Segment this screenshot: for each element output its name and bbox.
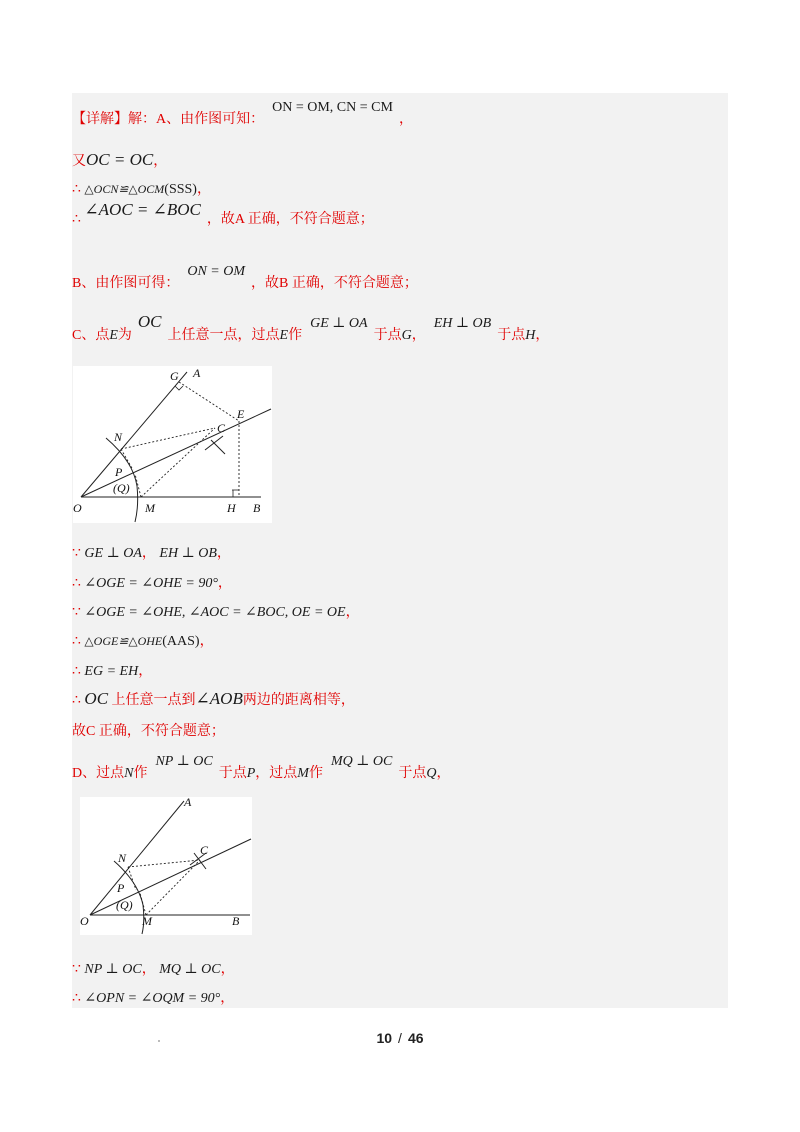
punct: ， — [196, 182, 211, 197]
punct: ， — [220, 962, 235, 977]
because-symbol: ∵ — [72, 546, 81, 561]
ray-oa — [81, 372, 187, 497]
label-q: (Q) — [116, 898, 133, 912]
math-conditions: ∠OGE = ∠OHE, ∠AOC = ∠BOC, OE = OE — [84, 605, 346, 620]
text: ，过点 — [255, 766, 298, 781]
ray-oc — [90, 839, 251, 915]
math-ge-perp-oa: GE ⊥ OA — [310, 316, 368, 331]
seg-nc — [128, 860, 200, 867]
figure-1 — [73, 366, 272, 523]
math-congruent-ocn-ocm: △OCN≌△OCM — [84, 182, 165, 196]
label-c: C — [200, 843, 209, 857]
label-e: E — [237, 407, 245, 421]
step-a-conclusion: ，故A 正确，不符合题意； — [206, 212, 374, 227]
ray-oa — [90, 801, 184, 915]
math-on-om: ON = OM — [187, 264, 246, 279]
detail-tag: 【详解】 — [72, 112, 128, 127]
solution-line-12 — [72, 689, 355, 709]
label-p: P — [115, 465, 123, 479]
solution-line-10 — [72, 630, 214, 650]
figure-2 — [80, 797, 252, 935]
seg-np — [128, 867, 136, 890]
math-mq-perp-oc: MQ ⊥ OC — [159, 962, 221, 977]
math-n: N — [124, 766, 134, 781]
math-eh-perp-ob: EH ⊥ OB — [159, 546, 217, 561]
math-oc-oc: OC = OC — [86, 150, 154, 169]
seg-mc — [146, 860, 200, 915]
math-m: M — [297, 766, 309, 781]
solution-line-11 — [72, 660, 152, 680]
math-q: Q — [426, 766, 437, 781]
punct: ， — [141, 546, 156, 561]
seg-ge — [179, 382, 239, 421]
solution-line-15 — [72, 958, 235, 978]
ray-oc — [81, 409, 271, 497]
solution-line-13 — [72, 720, 225, 740]
text: 两边的距离相等， — [242, 693, 355, 708]
math-ge-perp-oa: GE ⊥ OA — [84, 546, 142, 561]
label-m: M — [145, 501, 155, 515]
label-o: O — [73, 501, 82, 515]
math-eg-eh: EG = EH — [84, 664, 139, 679]
label-p: P — [117, 881, 125, 895]
label-n: N — [114, 430, 123, 444]
math-oc: OC — [84, 689, 109, 708]
math-sss: (SSS) — [164, 182, 197, 197]
page-separator: / — [398, 1030, 402, 1046]
text: 上任意一点，过点 — [167, 328, 280, 343]
punct: ， — [436, 766, 451, 781]
step-c-conclusion: 故C 正确，不符合题意； — [72, 724, 225, 739]
solution-line-5 — [72, 264, 418, 292]
because-symbol: ∵ — [72, 962, 81, 977]
therefore-symbol: ∴ — [72, 991, 81, 1006]
math-congruent-oge-ohe: △OGE≌△OHE — [84, 634, 163, 648]
solution-line-14 — [72, 754, 451, 782]
solution-line-2 — [72, 150, 167, 170]
text: C、点 — [72, 328, 110, 343]
math-g: G — [401, 328, 412, 343]
solution-line-9 — [72, 601, 360, 621]
seg-np — [121, 449, 133, 470]
page-number — [0, 1030, 800, 1046]
punct: ， — [217, 576, 232, 591]
math-p: P — [246, 766, 256, 781]
label-a: A — [193, 366, 201, 380]
math-e: E — [109, 328, 118, 343]
label-b: B — [253, 501, 261, 515]
math-aas: (AAS) — [162, 634, 200, 649]
text: 作 — [288, 328, 303, 343]
therefore-symbol: ∴ — [72, 664, 81, 679]
label-q: (Q) — [113, 481, 130, 495]
because-symbol: ∵ — [72, 605, 81, 620]
punct: ， — [411, 328, 426, 343]
math-angle-aob: ∠AOB — [195, 689, 243, 708]
label-b: B — [232, 914, 240, 928]
label-c: C — [217, 421, 226, 435]
math-e: E — [279, 328, 289, 343]
punct: ， — [153, 154, 168, 169]
text: 于点 — [497, 328, 526, 343]
therefore-symbol: ∴ — [72, 576, 81, 591]
step-b-text: B、由作图可得： — [72, 276, 180, 291]
text: 于点 — [398, 766, 427, 781]
label-h: H — [227, 501, 236, 515]
text: 于点 — [373, 328, 402, 343]
text: 作 — [133, 766, 148, 781]
solution-line-6 — [72, 312, 550, 344]
math-angle-right: ∠OGE = ∠OHE = 90° — [84, 576, 218, 591]
text: 上任意一点到 — [111, 693, 196, 708]
math-on-om-cn-cm: ON = OM, CN = CM — [272, 100, 393, 115]
solution-line-16 — [72, 987, 234, 1007]
therefore-symbol: ∴ — [72, 634, 81, 649]
punct: ， — [220, 991, 235, 1006]
math-eh-perp-ob: EH ⊥ OB — [433, 316, 492, 331]
math-oc: OC — [137, 312, 162, 331]
seg-mc — [141, 428, 215, 497]
punct: ， — [199, 634, 214, 649]
solution-line-8 — [72, 572, 232, 592]
page-total: 46 — [407, 1030, 424, 1046]
text: 于点 — [218, 766, 247, 781]
solution-line-1 — [72, 100, 413, 128]
math-np-perp-oc: NP ⊥ OC — [155, 754, 213, 769]
label-n: N — [118, 851, 127, 865]
punct: ， — [138, 664, 153, 679]
step-a-text: 解：A、由作图可知： — [128, 112, 265, 127]
seg-nc — [121, 428, 215, 449]
punct: ， — [535, 328, 550, 343]
math-angle-aoc-boc: ∠AOC = ∠BOC — [84, 200, 201, 219]
math-h: H — [525, 328, 536, 343]
math-np-perp-oc: NP ⊥ OC — [84, 962, 142, 977]
math-angle-opn-oqm: ∠OPN = ∠OQM = 90° — [84, 991, 221, 1006]
punct: ， — [398, 112, 413, 127]
step-b-conclusion: ，故B 正确，不符合题意； — [251, 276, 418, 291]
therefore-symbol: ∴ — [72, 693, 81, 708]
punct: ， — [141, 962, 156, 977]
therefore-symbol: ∴ — [72, 182, 81, 197]
math-mq-perp-oc: MQ ⊥ OC — [330, 754, 393, 769]
label-m: M — [142, 914, 152, 928]
text: 作 — [308, 766, 323, 781]
label-o: O — [80, 914, 89, 928]
punct: ， — [345, 605, 360, 620]
label-a: A — [184, 797, 192, 809]
solution-line-4 — [72, 200, 374, 228]
page-current: 10 — [376, 1030, 393, 1046]
text: 为 — [117, 328, 132, 343]
punct: ， — [216, 546, 231, 561]
solution-line-7 — [72, 542, 231, 562]
therefore-symbol: ∴ — [72, 212, 81, 227]
label-g: G — [170, 369, 179, 383]
text-you: 又 — [72, 154, 86, 169]
solution-line-3 — [72, 178, 211, 198]
text: D、过点 — [72, 766, 125, 781]
